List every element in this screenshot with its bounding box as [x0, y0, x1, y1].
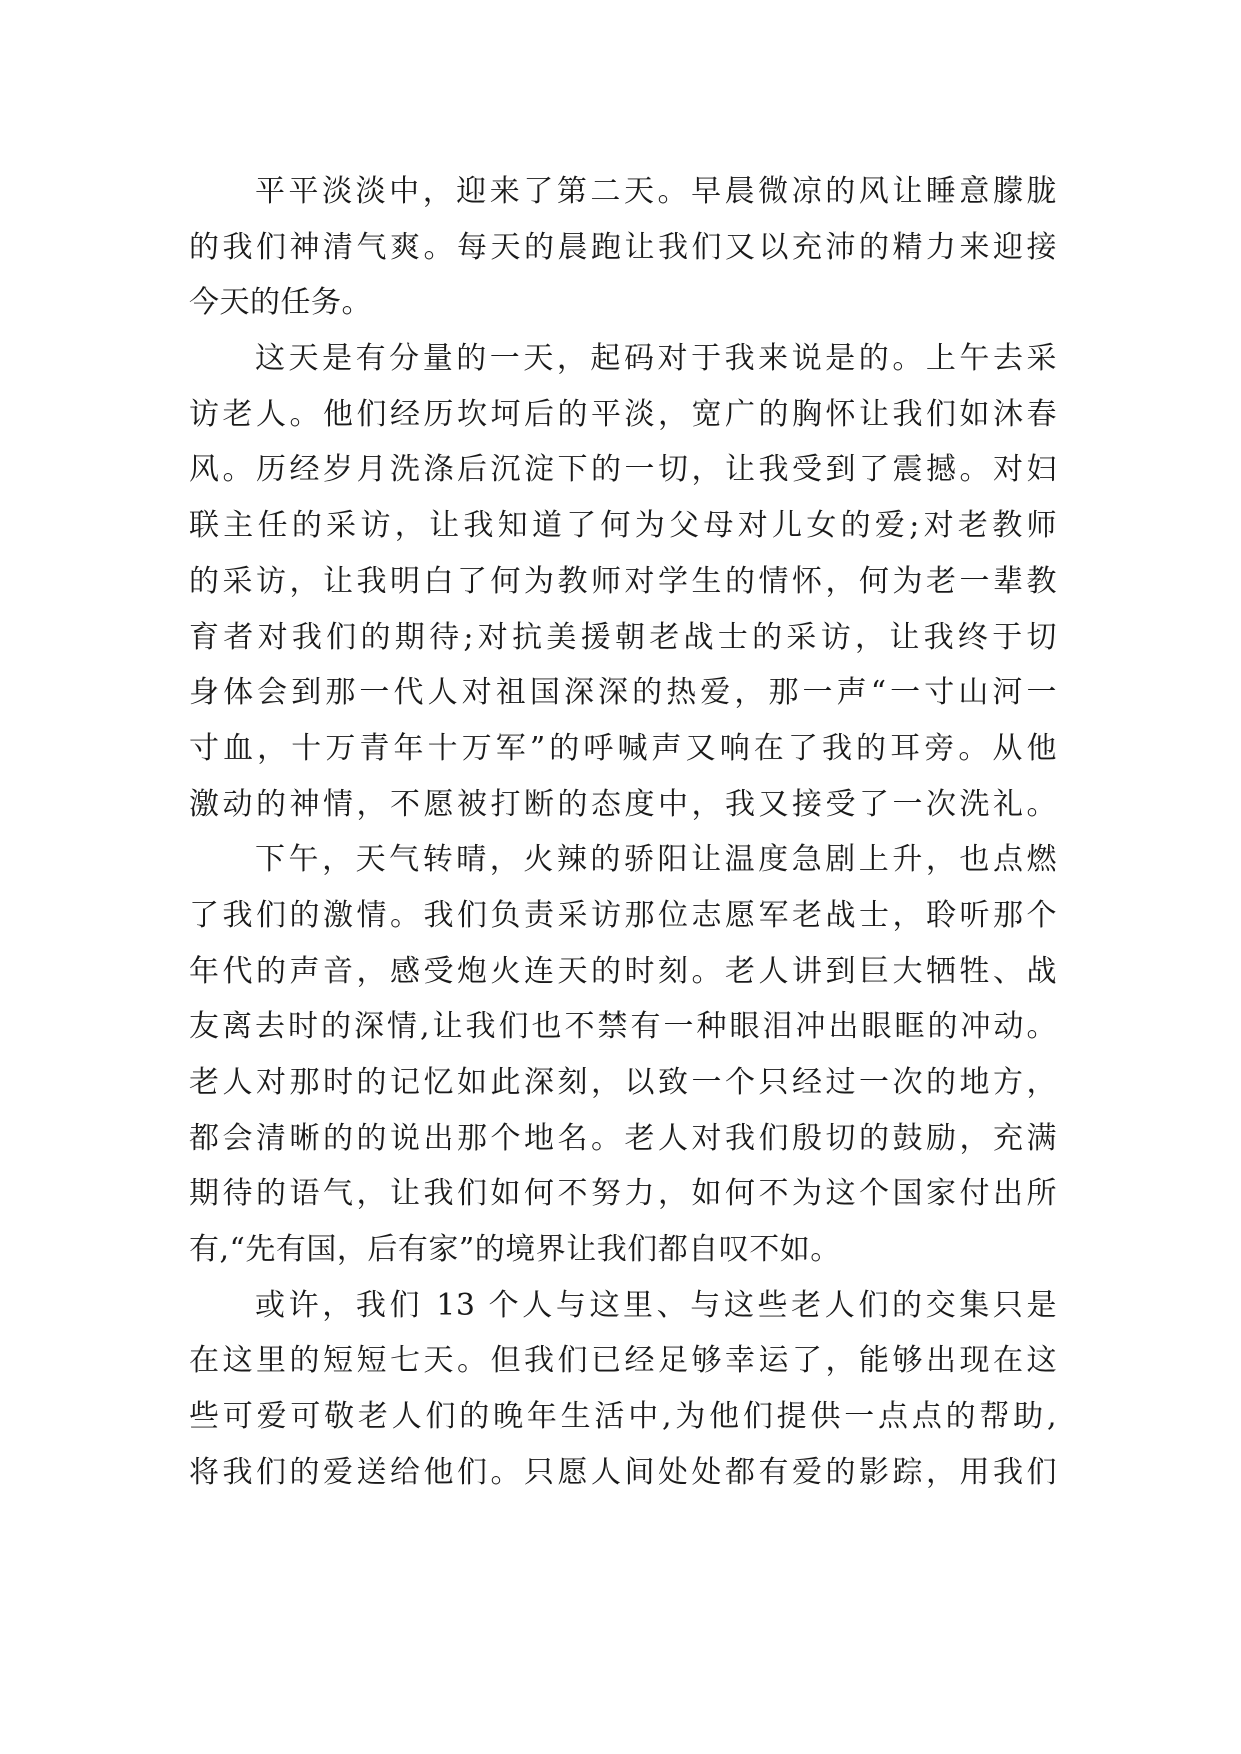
paragraph-line: 风。历经岁月洗涤后沉淀下的一切，让我受到了震撼。对妇 — [189, 452, 1057, 488]
paragraph-line: 些可爱可敬老人们的晚年生活中,为他们提供一点点的帮助, — [189, 1399, 1057, 1435]
paragraph-line: 友离去时的深情,让我们也不禁有一种眼泪冲出眼眶的冲动。 — [189, 1009, 1057, 1045]
paragraph-line: 激动的神情，不愿被打断的态度中，我又接受了一次洗礼。 — [189, 786, 1057, 822]
paragraph-line: 下午，天气转晴，火辣的骄阳让温度急剧上升，也点燃 — [255, 842, 1057, 878]
paragraph-line: 都会清晰的的说出那个地名。老人对我们殷切的鼓励，充满 — [189, 1120, 1057, 1156]
paragraph-line: 今天的任务。 — [189, 285, 372, 321]
paragraph-line: 或许，我们 13 个人与这里、与这些老人们的交集只是 — [255, 1287, 1057, 1323]
paragraph-line: 在这里的短短七天。但我们已经足够幸运了，能够出现在这 — [189, 1343, 1057, 1379]
paragraph-line: 有,“先有国，后有家”的境界让我们都自叹不如。 — [189, 1232, 841, 1268]
paragraph-line: 这天是有分量的一天，起码对于我来说是的。上午去采 — [255, 341, 1057, 377]
paragraph-line: 期待的语气，让我们如何不努力，如何不为这个国家付出所 — [189, 1176, 1057, 1212]
paragraph-line: 的采访，让我明白了何为教师对学生的情怀，何为老一辈教 — [189, 563, 1057, 599]
paragraph-line: 年代的声音，感受炮火连天的时刻。老人讲到巨大牺牲、战 — [189, 953, 1057, 989]
document-body — [189, 164, 1057, 1501]
paragraph-line: 的我们神清气爽。每天的晨跑让我们又以充沛的精力来迎接 — [189, 229, 1057, 265]
paragraph-line: 育者对我们的期待;对抗美援朝老战士的采访，让我终于切 — [189, 619, 1057, 655]
paragraph-line: 身体会到那一代人对祖国深深的热爱，那一声“一寸山河一 — [189, 675, 1057, 711]
paragraph-line: 老人对那时的记忆如此深刻，以致一个只经过一次的地方， — [189, 1065, 1057, 1100]
paragraph-line: 访老人。他们经历坎坷后的平淡，宽广的胸怀让我们如沐春 — [189, 396, 1057, 432]
paragraph-line: 联主任的采访，让我知道了何为父母对儿女的爱;对老教师 — [189, 508, 1057, 544]
paragraph-line: 寸血，十万青年十万军”的呼喊声又响在了我的耳旁。从他 — [189, 730, 1057, 766]
paragraph-line: 平平淡淡中，迎来了第二天。早晨微凉的风让睡意朦胧 — [255, 174, 1057, 209]
paragraph-line: 将我们的爱送给他们。只愿人间处处都有爱的影踪，用我们 — [189, 1454, 1057, 1490]
paragraph-line: 了我们的激情。我们负责采访那位志愿军老战士，聆听那个 — [189, 897, 1057, 933]
